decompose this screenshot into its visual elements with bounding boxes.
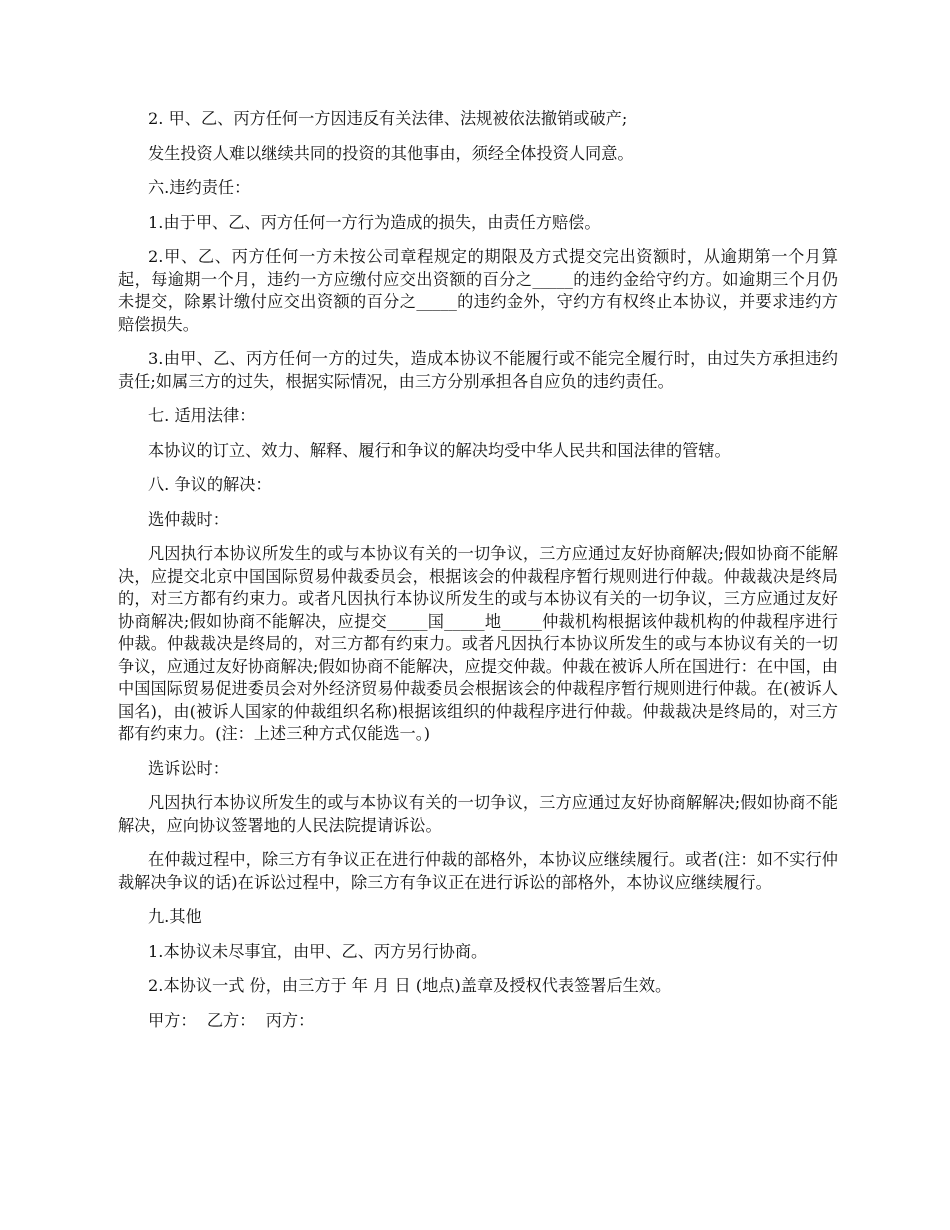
other-clause-1: 1.本协议未尽事宜，由甲、乙、丙方另行协商。 <box>148 941 488 961</box>
other-clause-2: 2.本协议一式 份，由三方于 年 月 日 (地点)盖章及授权代表签署后生效。 <box>148 976 672 995</box>
breach-clause-3: 3.由甲、乙、丙方任何一方的过失，造成本协议不能履行或不能完全履行时，由过失方承担违约责任;如属三方的过失，根据实际情况，由三方分别承担各自应负的违约责任。 <box>118 349 838 391</box>
section-heading-law: 七. 适用法律： <box>148 406 256 425</box>
breach-clause-1: 1.由于甲、乙、丙方任何一方行为造成的损失，由责任方赔偿。 <box>148 212 601 232</box>
continued-performance-clause: 在仲裁过程中，除三方有争议正在进行仲裁的部格外，本协议应继续履行。或者(注：如不实行仲裁解决争议的话)在诉讼过程中，除三方有争议正在进行诉讼的部格外，本协议应继续履行。 <box>118 850 838 892</box>
section-heading-other: 九.其他 <box>148 907 202 926</box>
arbitration-clause: 凡因执行本协议所发生的或与本协议有关的一切争议，三方应通过友好协商解决;假如协商不能解决，应提交北京中国国际贸易仲裁委员会，根据该会的仲裁程序暂行规则进行仲裁。仲裁裁决是终局的，对三方都有约束力。或者凡因执行本协议所发生的或与本协议有关的一切争议，三方应通过友好协商解决;假如协商不能解决，应提交_____国_____地_____仲裁机构根据该仲裁机构的仲裁程序进行仲裁。仲裁裁决是终局的，对三方都有约束力。或者凡因执行本协议所发生的或与本协议有关的一切争议，应通过友好协商解决;假如协商不能解决，应提交仲裁。仲裁在被诉人所在国进行：在中国，由中国国际贸易促进委员会对外经济贸易仲裁委员会根据该会的仲裁程序暂行规则进行仲裁。在(被诉人国名)，由(被诉人国家的仲裁组织名称)根据该组织的仲裁程序进行仲裁。仲裁裁决是终局的，对三方都有约束力。(注：上述三种方式仅能选一。) <box>118 544 838 743</box>
arbitration-option-label: 选仲裁时： <box>148 509 229 529</box>
clause-dissolution-bankruptcy: 2. 甲、乙、丙方任何一方因违反有关法律、法规被依法撤销或破产; <box>148 109 628 128</box>
signature-parties: 甲方： 乙方： 丙方： <box>148 1010 315 1030</box>
document-page <box>118 108 838 1044</box>
litigation-option-label: 选诉讼时： <box>148 758 229 778</box>
breach-clause-2: 2.甲、乙、丙方任何一方未按公司章程规定的期限及方式提交完出资额时，从逾期第一个月算起，每逾期一个月，违约一方应缴付应交出资额的百分之_____的违约金给守约方。如逾期三个月仍未提交，除累计缴付应交出资额的百分之_____的违约金外，守约方有权终止本协议，并要求违约方赔偿损失。 <box>118 247 838 334</box>
clause-dissolution-other: 发生投资人难以继续共同的投资的其他事由，须经全体投资人同意。 <box>148 143 634 163</box>
law-clause: 本协议的订立、效力、解释、履行和争议的解决均受中华人民共和国法律的管辖。 <box>148 440 731 460</box>
section-heading-breach: 六.违约责任： <box>148 178 251 197</box>
section-heading-dispute: 八. 争议的解决： <box>148 475 272 494</box>
litigation-clause: 凡因执行本协议所发生的或与本协议有关的一切争议，三方应通过友好协商解解决;假如协商不能解决，应向协议签署地的人民法院提请诉讼。 <box>118 793 838 835</box>
